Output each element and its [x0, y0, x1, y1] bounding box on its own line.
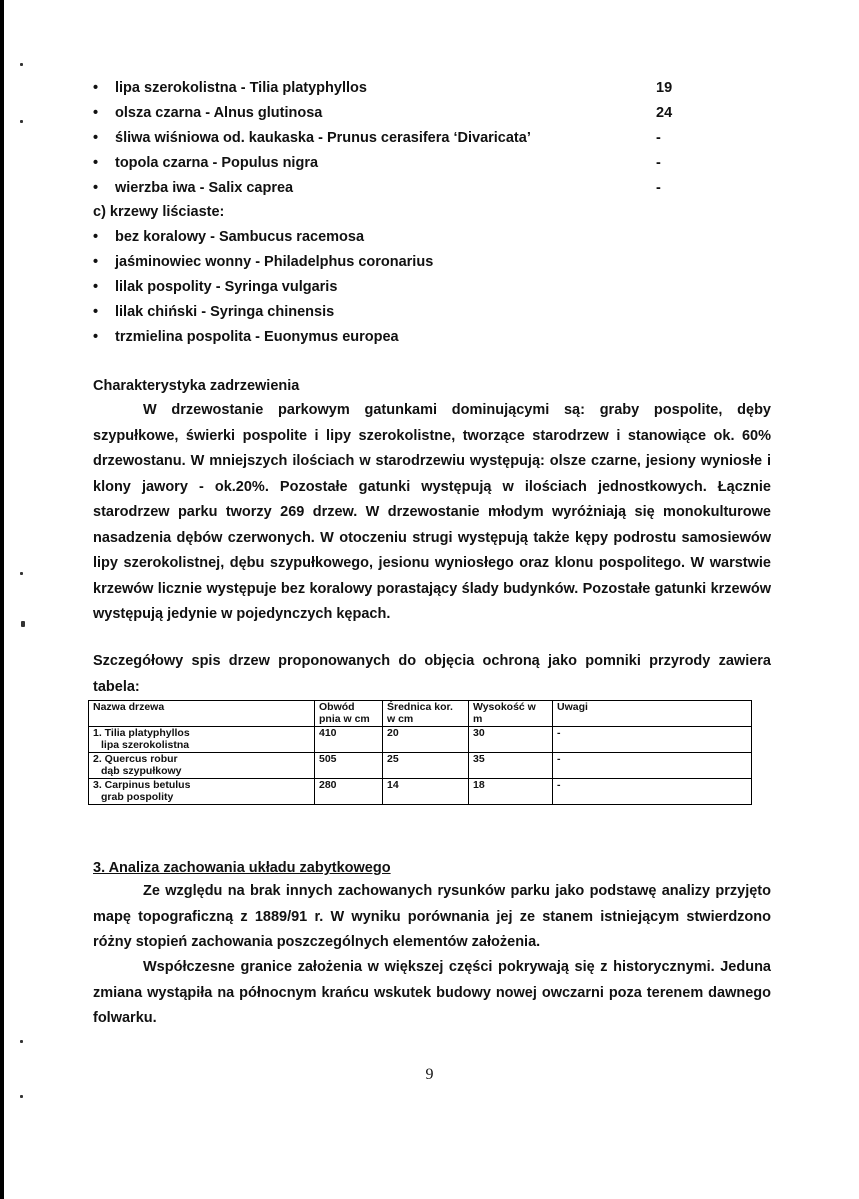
list-item: • śliwa wiśniowa od. kaukaska - Prunus cerasifera ‘Divaricata’ [93, 130, 531, 146]
table-cell: 25 [383, 753, 469, 779]
list-item-count: - [656, 155, 661, 171]
table-header: Nazwa drzewa [89, 701, 315, 727]
list-item-count: - [656, 130, 661, 146]
list-item: • trzmielina pospolita - Euonymus europea [93, 329, 399, 345]
table-header: Średnica kor. w cm [383, 701, 469, 727]
table-cell: 35 [469, 753, 553, 779]
list-item: • lilak pospolity - Syringa vulgaris [93, 279, 338, 295]
table-header: Obwód pnia w cm [315, 701, 383, 727]
list-item: • topola czarna - Populus nigra [93, 155, 319, 171]
page-number: 9 [425, 1066, 434, 1083]
scan-speck [21, 621, 25, 627]
table-cell: 280 [315, 779, 383, 805]
scan-speck [20, 1040, 23, 1043]
table-row [89, 779, 752, 805]
table-cell: - [553, 727, 752, 753]
table-cell: 410 [315, 727, 383, 753]
list-item-count: - [656, 180, 661, 196]
trees-table [88, 700, 752, 805]
paragraph: W drzewostanie parkowym gatunkami dominującymi są: graby pospolite, dęby szypułkowe, świerki pospolite i lipy szerokolistne, tworzące starodrzew i stanowiące ok. 60% drzewostanu. W mniejszych ilościach w starodrzewiu występują: olsze czarne, jesiony wyniosłe i klony jawory - ok.20%. Pozostałe gatunki występują w ilościach jednostkowych. Łącznie starodrzew parku tworzy 269 drzew. W drzewostanie młodym wyróżniają się monokulturowe nasadzenia dębów czerwonych. W otoczeniu strugi występują także kępy podrostu samosiewów lipy szerokolistnej, dębu szypułkowego, jesionu wyniosłego oraz klonu pospolitego. W warstwie krzewów licznie występuje bez koralowy porastający ślady budynków. Pozostałe gatunki krzewów występują jedynie w pojedynczych kępach. [93, 402, 771, 622]
table-cell: - [553, 753, 752, 779]
table-cell: 14 [383, 779, 469, 805]
scan-speck [20, 120, 23, 123]
list-item: • lipa szerokolistna - Tilia platyphyllos [93, 80, 367, 96]
table-intro: Szczegółowy spis drzew proponowanych do objęcia ochroną jako pomniki przyrody zawiera tabela: [93, 653, 771, 695]
list-item: • bez koralowy - Sambucus racemosa [93, 229, 365, 245]
table-header-row [89, 701, 752, 727]
list-item-count: 19 [656, 80, 673, 96]
table-row [89, 753, 752, 779]
table-cell: 2. Quercus robur dąb szypułkowy [89, 753, 315, 779]
table-cell: 18 [469, 779, 553, 805]
table-cell: 20 [383, 727, 469, 753]
table-row [89, 727, 752, 753]
section-heading: Charakterystyka zadrzewienia [93, 378, 300, 394]
table-header: Wysokość w m [469, 701, 553, 727]
scan-speck [20, 1095, 23, 1098]
list-item: • olsza czarna - Alnus glutinosa [93, 105, 323, 121]
table-cell: 30 [469, 727, 553, 753]
list-item-count: 24 [656, 105, 673, 121]
paragraph: Współczesne granice założenia w większej części pokrywają się z historycznymi. Jeduna zmiana wystąpiła na północnym krańcu wskutek budowy nowej owczarni poza terenem dawnego folwarku. [93, 959, 771, 1026]
shrubs-heading: c) krzewy liściaste: [93, 204, 225, 220]
list-item: • jaśminowiec wonny - Philadelphus coronarius [93, 254, 434, 270]
table-cell: 505 [315, 753, 383, 779]
paragraph: Ze względu na brak innych zachowanych rysunków parku jako podstawę analizy przyjęto mapę topograficzną z 1889/91 r. W wyniku porównania jej ze stanem istniejącym stwierdzono różny stopień zachowania poszczególnych elementów założenia. [93, 883, 771, 950]
table-cell: - [553, 779, 752, 805]
table-header: Uwagi [553, 701, 752, 727]
scan-speck [20, 63, 23, 66]
table-cell: 3. Carpinus betulus grab pospolity [89, 779, 315, 805]
scan-border [0, 0, 4, 1199]
scan-speck [20, 572, 23, 575]
section-heading: 3. Analiza zachowania układu zabytkowego [93, 860, 391, 876]
list-item: • lilak chiński - Syringa chinensis [93, 304, 335, 320]
table-cell: 1. Tilia platyphyllos lipa szerokolistna [89, 727, 315, 753]
list-item: • wierzba iwa - Salix caprea [93, 180, 294, 196]
